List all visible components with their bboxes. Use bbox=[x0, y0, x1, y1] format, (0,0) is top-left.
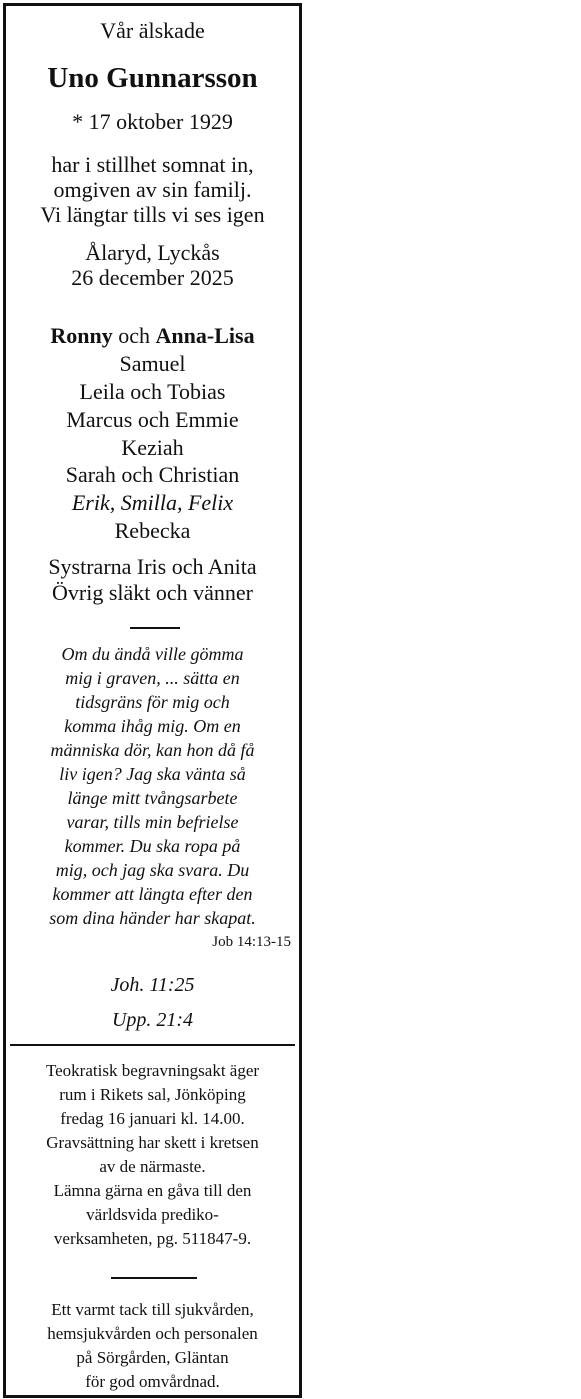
mourner-primary bbox=[6, 323, 299, 348]
mourner-line: Marcus och Emmie bbox=[66, 407, 239, 432]
death-place: Ålaryd, Lyckås bbox=[85, 240, 220, 265]
mourner-line-italic: Erik, Smilla, Felix bbox=[71, 490, 234, 515]
verse-reference: Upp. 21:4 bbox=[111, 1009, 194, 1031]
quote-line: människa dör, kan hon då få bbox=[50, 740, 255, 760]
quote-line: kommer. Du ska ropa på bbox=[64, 836, 241, 856]
funeral-line: Lämna gärna en gåva till den bbox=[53, 1181, 252, 1200]
mourner-line: Keziah bbox=[121, 435, 184, 460]
quote-line: mig i graven, ... sätta en bbox=[65, 668, 240, 688]
verse-reference: Joh. 11:25 bbox=[110, 974, 195, 996]
funeral-line: av de närmaste. bbox=[99, 1157, 206, 1176]
divider bbox=[130, 627, 180, 629]
thanks-line: hemsjukvården och personalen bbox=[47, 1324, 258, 1343]
mourner-line: Leila och Tobias bbox=[79, 379, 226, 404]
intro-text: Vår älskade bbox=[100, 18, 205, 43]
relatives-line: Övrig släkt och vänner bbox=[52, 580, 253, 605]
thanks-line: för god omvårdnad. bbox=[85, 1372, 220, 1391]
quote-line: mig, och jag ska svara. Du bbox=[55, 860, 250, 880]
quote-line: länge mitt tvångsarbete bbox=[67, 788, 238, 808]
quote-reference: Job 14:13-15 bbox=[212, 934, 291, 950]
death-date: 26 december 2025 bbox=[71, 265, 234, 290]
funeral-line: Teokratisk begravningsakt äger bbox=[45, 1061, 260, 1080]
funeral-line: världsvida prediko- bbox=[86, 1205, 219, 1224]
deceased-name: Uno Gunnarsson bbox=[47, 62, 258, 94]
funeral-line: Gravsättning har skett i kretsen bbox=[46, 1133, 259, 1152]
quote-line: komma ihåg mig. Om en bbox=[64, 716, 241, 736]
divider bbox=[111, 1277, 197, 1279]
section-rule bbox=[10, 1044, 295, 1046]
quote-line: liv igen? Jag ska vänta så bbox=[59, 764, 246, 784]
quote-line: Om du ändå ville gömma bbox=[61, 644, 244, 664]
conjunction: och bbox=[118, 323, 151, 348]
mourner-name: Ronny bbox=[50, 323, 113, 348]
quote-line: varar, tills min befrielse bbox=[66, 812, 239, 832]
death-line: omgiven av sin familj. bbox=[53, 177, 252, 202]
thanks-line: på Sörgården, Gläntan bbox=[76, 1348, 229, 1367]
obituary-notice bbox=[3, 3, 302, 1398]
relatives-line: Systrarna Iris och Anita bbox=[48, 554, 257, 579]
mourner-name: Anna-Lisa bbox=[155, 323, 255, 348]
birth-date: * 17 oktober 1929 bbox=[72, 109, 233, 134]
funeral-line: fredag 16 januari kl. 14.00. bbox=[60, 1109, 245, 1128]
quote-line: som dina händer har skapat. bbox=[49, 908, 256, 928]
funeral-line: verksamheten, pg. 511847-9. bbox=[53, 1229, 252, 1248]
quote-line: tidsgräns för mig och bbox=[75, 692, 230, 712]
death-line: har i stillhet somnat in, bbox=[51, 152, 254, 177]
death-line: Vi längtar tills vi ses igen bbox=[40, 202, 265, 227]
funeral-line: rum i Rikets sal, Jönköping bbox=[59, 1085, 246, 1104]
mourner-line: Sarah och Christian bbox=[65, 462, 240, 487]
mourner-line: Rebecka bbox=[114, 518, 191, 543]
thanks-line: Ett varmt tack till sjukvården, bbox=[51, 1300, 254, 1319]
quote-line: kommer att längta efter den bbox=[52, 884, 253, 904]
mourner-line: Samuel bbox=[119, 351, 186, 376]
